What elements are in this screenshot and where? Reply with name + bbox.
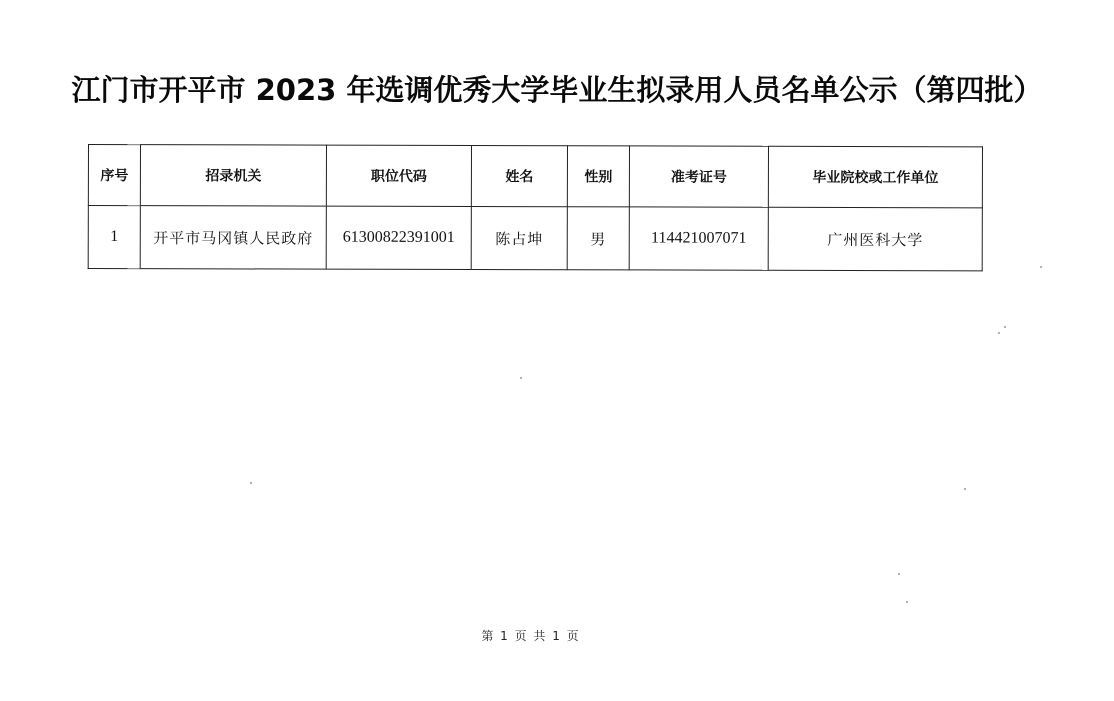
column-header-seq: 序号 [88,145,140,206]
page-footer: 第 1 页 共 1 页 [481,629,579,643]
scan-speck [520,377,522,379]
cell-school: 广州医科大学 [768,207,982,271]
cell-agency: 开平市马冈镇人民政府 [140,206,326,269]
scan-speck [250,482,252,484]
table-row [88,206,982,271]
scan-speck [964,488,966,490]
scan-speck [998,332,1000,334]
cell-seq: 1 [88,206,140,269]
candidate-table [88,144,983,271]
cell-name: 陈占坤 [471,207,567,270]
column-header-school: 毕业院校或工作单位 [768,146,982,208]
cell-exam-id: 114421007071 [629,207,768,270]
scan-speck [898,573,900,575]
column-header-position-code: 职位代码 [326,145,471,206]
column-header-gender: 性别 [567,146,629,207]
cell-gender: 男 [567,207,629,270]
column-header-exam-id: 准考证号 [629,146,768,207]
cell-position-code: 61300822391001 [326,206,471,269]
table-header-row [88,145,982,208]
column-header-name: 姓名 [471,146,567,207]
scan-speck [1004,326,1006,328]
column-header-agency: 招录机关 [140,145,326,206]
scan-speck [906,601,908,603]
scan-speck [1040,266,1042,268]
page-title: 江门市开平市 2023 年选调优秀大学毕业生拟录用人员名单公示（第四批） [71,73,1043,107]
